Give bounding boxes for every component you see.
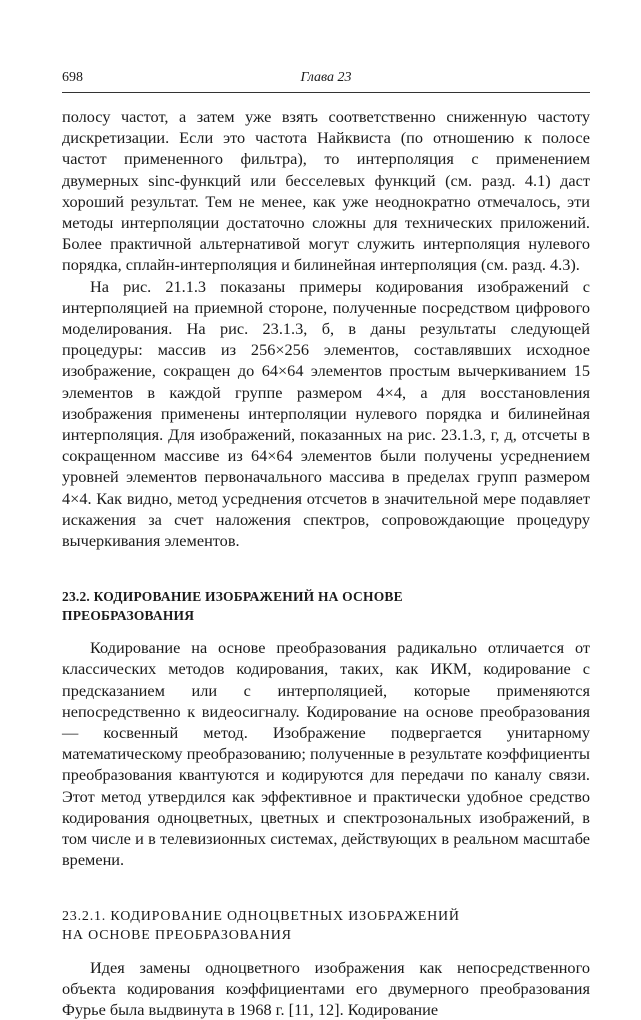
subsection-heading: [62, 907, 590, 945]
paragraph-transform-coding: Кодирование на основе преобразования радикально отличается от классических методов кодирования, таких, как ИКМ, кодирование с предсказанием или с интерполяцией, которые применяются непосредственно к видеосигналу. Кодирование на основе преобразования — косвенный метод. Изображение подвергается унитарному математическому преобразованию; полученные в результате коэффициенты преобразования квантуются и кодируются для передачи по каналу связи. Этот метод утвердился как эффективное и практически удобное средство кодирования одноцветных, цветных и спектрозональных изображений, в том числе и в телевизионных системах, действующих в реальном масштабе времени.: [62, 637, 590, 870]
page-header: [62, 70, 590, 90]
page-body: [62, 106, 590, 1020]
paragraph-continued: полосу частот, а затем уже взять соответственно сниженную частоту дискретизации. Если это частота Найквиста (по отношению к полосе частот примененного фильтра), то интерполяция с применением двумерных sinc-функций или бесселевых функций (см. разд. 4.1) даст хороший результат. Тем не менее, как уже неоднократно отмечалось, эти методы интерполяции достаточно сложны для технических приложений. Более практичной альтернативой могут служить интерполяция нулевого порядка, сплайн-интерполяция и билинейная интерполяция (см. разд. 4.3).: [62, 106, 590, 276]
page-number: 698: [62, 70, 83, 86]
section-heading: [62, 587, 590, 625]
running-head: Глава 23: [62, 70, 590, 86]
subsection-heading-line2: НА ОСНОВЕ ПРЕОБРАЗОВАНИЯ: [62, 928, 292, 943]
book-page: [62, 70, 590, 90]
section-heading-line2: ПРЕОБРАЗОВАНИЯ: [62, 608, 194, 623]
subsection-heading-line1: 23.2.1. КОДИРОВАНИЕ ОДНОЦВЕТНЫХ ИЗОБРАЖЕНИЙ: [62, 909, 460, 924]
section-heading-line1: 23.2. КОДИРОВАНИЕ ИЗОБРАЖЕНИЙ НА ОСНОВЕ: [62, 589, 403, 604]
paragraph-figure-examples: На рис. 21.1.3 показаны примеры кодирования изображений с интерполяцией на приемной стороне, полученные посредством цифрового моделирования. На рис. 23.1.3, б, в даны результаты следующей процедуры: массив из 256×256 элементов, составлявших исходное изображение, сокращен до 64×64 элементов простым вычеркиванием 15 элементов в каждой группе размером 4×4, а для восстановления изображения применены интерполяции нулевого порядка и билинейная интерполяция. Для изображений, показанных на рис. 23.1.3, г, д, отсчеты в сокращенном массиве из 64×64 элементов были получены усреднением уровней элементов первоначального массива в пределах групп размером 4×4. Как видно, метод усреднения отсчетов в значительной мере подавляет искажения за счет наложения спектров, сопровождающие процедуру вычеркивания элементов.: [62, 276, 590, 552]
paragraph-fourier-idea: Идея замены одноцветного изображения как непосредственного объекта кодирования коэффициентами его двумерного преобразования Фурье была выдвинута в 1968 г. [11, 12]. Кодирование: [62, 957, 590, 1020]
header-rule: [62, 92, 590, 93]
